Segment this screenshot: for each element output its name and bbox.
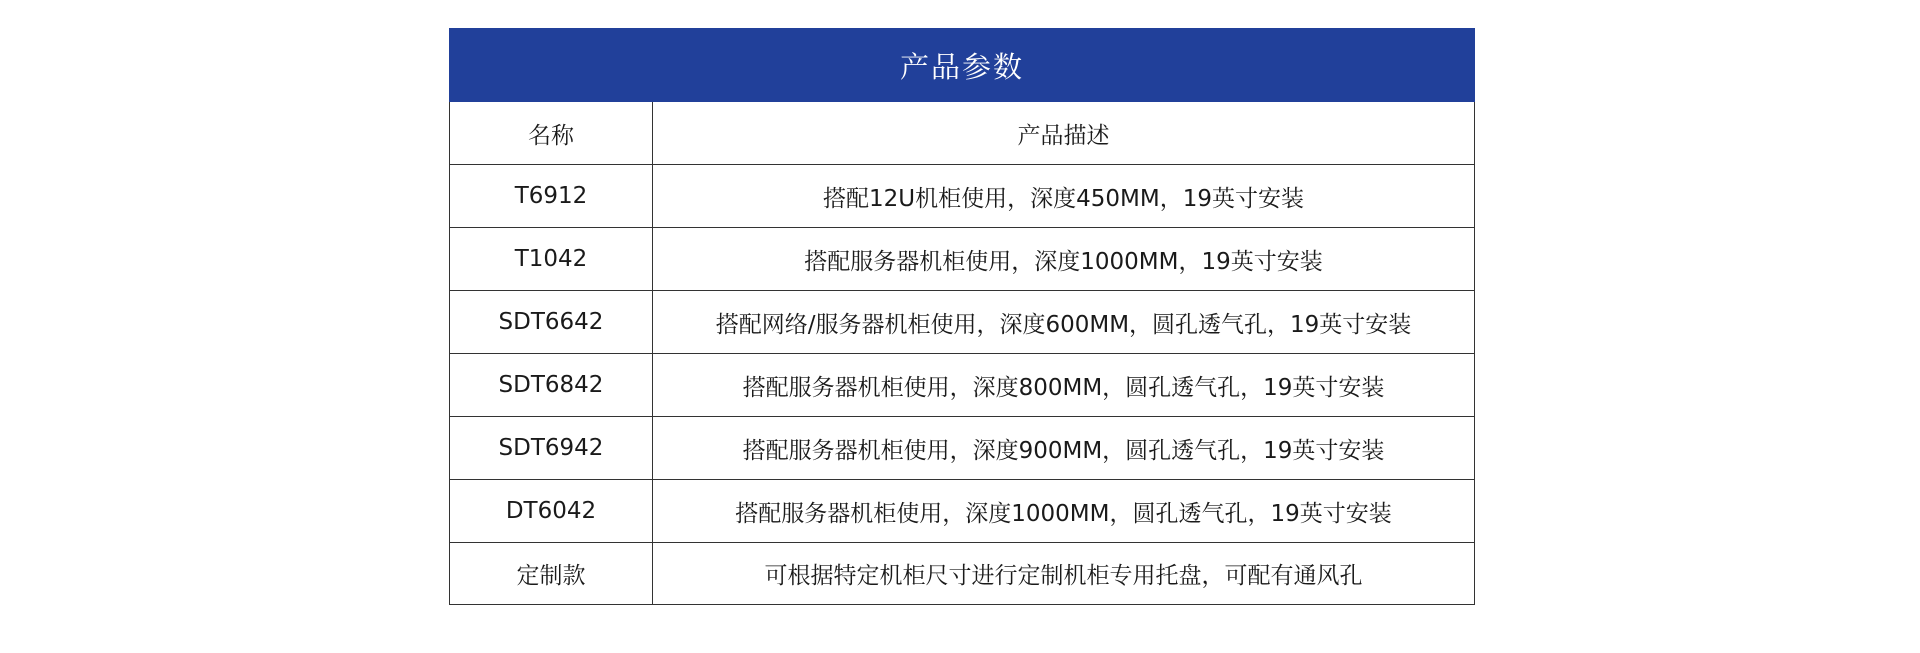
product-description-cell: 可根据特定机柜尺寸进行定制机柜专用托盘，可配有通风孔 — [653, 543, 1475, 605]
product-description-cell: 搭配服务器机柜使用，深度1000MM，19英寸安装 — [653, 228, 1475, 291]
column-header-description: 产品描述 — [653, 102, 1475, 165]
product-name-cell: SDT6642 — [450, 291, 653, 354]
table-row — [450, 354, 1475, 417]
table-row — [450, 165, 1475, 228]
table-row — [450, 417, 1475, 480]
table-row — [450, 480, 1475, 543]
product-name-cell: DT6042 — [450, 480, 653, 543]
product-name-cell: T1042 — [450, 228, 653, 291]
table-row — [450, 291, 1475, 354]
product-name-cell: 定制款 — [450, 543, 653, 605]
product-params-table — [449, 28, 1475, 605]
table-header-row — [450, 102, 1475, 165]
product-name-cell: SDT6842 — [450, 354, 653, 417]
product-name-cell: SDT6942 — [450, 417, 653, 480]
column-header-name: 名称 — [450, 102, 653, 165]
product-params-table-container — [449, 28, 1474, 605]
product-description-cell: 搭配12U机柜使用，深度450MM，19英寸安装 — [653, 165, 1475, 228]
table-row — [450, 543, 1475, 605]
table-title: 产品参数 — [450, 29, 1475, 102]
product-description-cell: 搭配服务器机柜使用，深度1000MM，圆孔透气孔，19英寸安装 — [653, 480, 1475, 543]
product-name-cell: T6912 — [450, 165, 653, 228]
table-title-row — [450, 29, 1475, 102]
product-description-cell: 搭配服务器机柜使用，深度900MM，圆孔透气孔，19英寸安装 — [653, 417, 1475, 480]
product-description-cell: 搭配服务器机柜使用，深度800MM，圆孔透气孔，19英寸安装 — [653, 354, 1475, 417]
product-description-cell: 搭配网络/服务器机柜使用，深度600MM，圆孔透气孔，19英寸安装 — [653, 291, 1475, 354]
table-row — [450, 228, 1475, 291]
